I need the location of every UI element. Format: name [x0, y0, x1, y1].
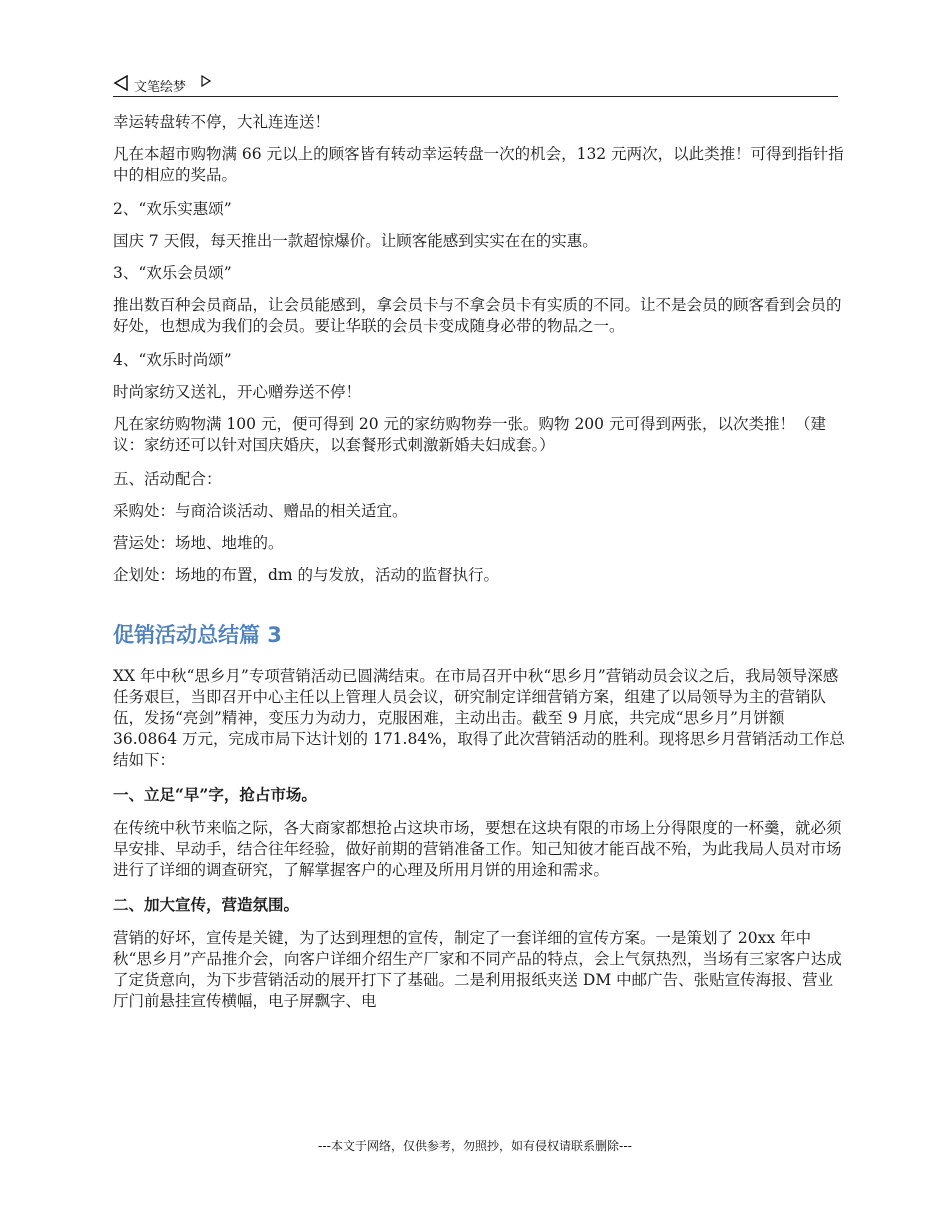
paragraph: 推出数百种会员商品，让会员能感到，拿会员卡与不拿会员卡有实质的不同。让不是会员的顾客看到会员的好处，也想成为我们的会员。要让华联的会员卡变成随身必带的物品之一。 — [113, 296, 842, 335]
paragraph: 营运处：场地、地堆的。 — [113, 534, 284, 552]
page-header — [113, 72, 838, 97]
item-heading: 五、活动配合： — [113, 470, 222, 488]
paragraph: 凡在家纺购物满 100 元，便可得到 20 元的家纺购物券一张。购物 200 元可得到两张，以次类推！（建议：家纺还可以针对国庆婚庆，以套餐形式刺激新婚夫妇成套。） — [113, 415, 826, 454]
paragraph: 幸运转盘转不停，大礼连连送！ — [113, 113, 331, 131]
paragraph: 企划处：场地的布置，dm 的与发放，活动的监督执行。 — [113, 566, 500, 584]
paragraph: XX 年中秋“思乡月”专项营销活动已圆满结束。在市局召开中秋“思乡月”营销动员会议之后，我局领导深感任务艰巨，当即召开中心主任以上管理人员会议，研究制定详细营销方案，组建了以局领导为主的营销队伍，发扬“亮剑”精神，变压力为动力，克服困难，主动出击。截至 9 月底，共完成“思乡月”月饼额 36.0864 万元，完成市局下达计划的 171.84%，取得了此次营销活动的胜利。现将思乡月营销活动工作总结如下： — [113, 667, 845, 769]
item-heading: 4、“欢乐时尚颂” — [113, 351, 232, 369]
subsection-heading: 二、加大宣传，营造氛围。 — [113, 895, 300, 914]
paragraph: 国庆 7 天假，每天推出一款超惊爆价。让顾客能感到实实在在的实惠。 — [113, 232, 598, 250]
paragraph: 营销的好坏，宣传是关键，为了达到理想的宣传，制定了一套详细的宣传方案。一是策划了 20xx 年中秋“思乡月”产品推介会，向客户详细介绍生产厂家和不同产品的特点，会上气氛热烈，当场有三家客户达成了定货意向，为下步营销活动的展开打下了基础。二是利用报纸夹送 DM 中邮广告、张贴宣传海报、营业厅门前悬挂宣传横幅，电子屏飘字、电 — [113, 929, 842, 1010]
subsection-heading: 一、立足“早”字，抢占市场。 — [113, 785, 317, 804]
section-title: 促销活动总结篇 3 — [113, 623, 282, 647]
paragraph: 在传统中秋节来临之际，各大商家都想抢占这块市场，要想在这块有限的市场上分得限度的一杯羹，就必须早安排、早动手，结合往年经验，做好前期的营销准备工作。知己知彼才能百战不殆，为此我局人员对市场进行了详细的调查研究，了解掌握客户的心理及所用月饼的用途和需求。 — [113, 819, 842, 879]
triangle-left-icon — [113, 75, 129, 91]
triangle-right-icon — [201, 75, 211, 87]
paragraph: 采购处：与商洽谈活动、赠品的相关适宜。 — [113, 502, 408, 520]
document-body — [113, 112, 845, 1025]
brand-name: 文笔绘梦 — [134, 80, 187, 95]
paragraph: 凡在本超市购物满 66 元以上的顾客皆有转动幸运转盘一次的机会，132 元两次，以此类推！可得到指针指中的相应的奖品。 — [113, 145, 844, 184]
item-heading: 2、“欢乐实惠颂” — [113, 200, 232, 218]
paragraph: 时尚家纺又送礼，开心赠券送不停！ — [113, 383, 362, 401]
page-footer: ---本文于网络，仅供参考，勿照抄，如有侵权请联系删除--- — [318, 1139, 632, 1153]
item-heading: 3、“欢乐会员颂” — [113, 264, 232, 282]
